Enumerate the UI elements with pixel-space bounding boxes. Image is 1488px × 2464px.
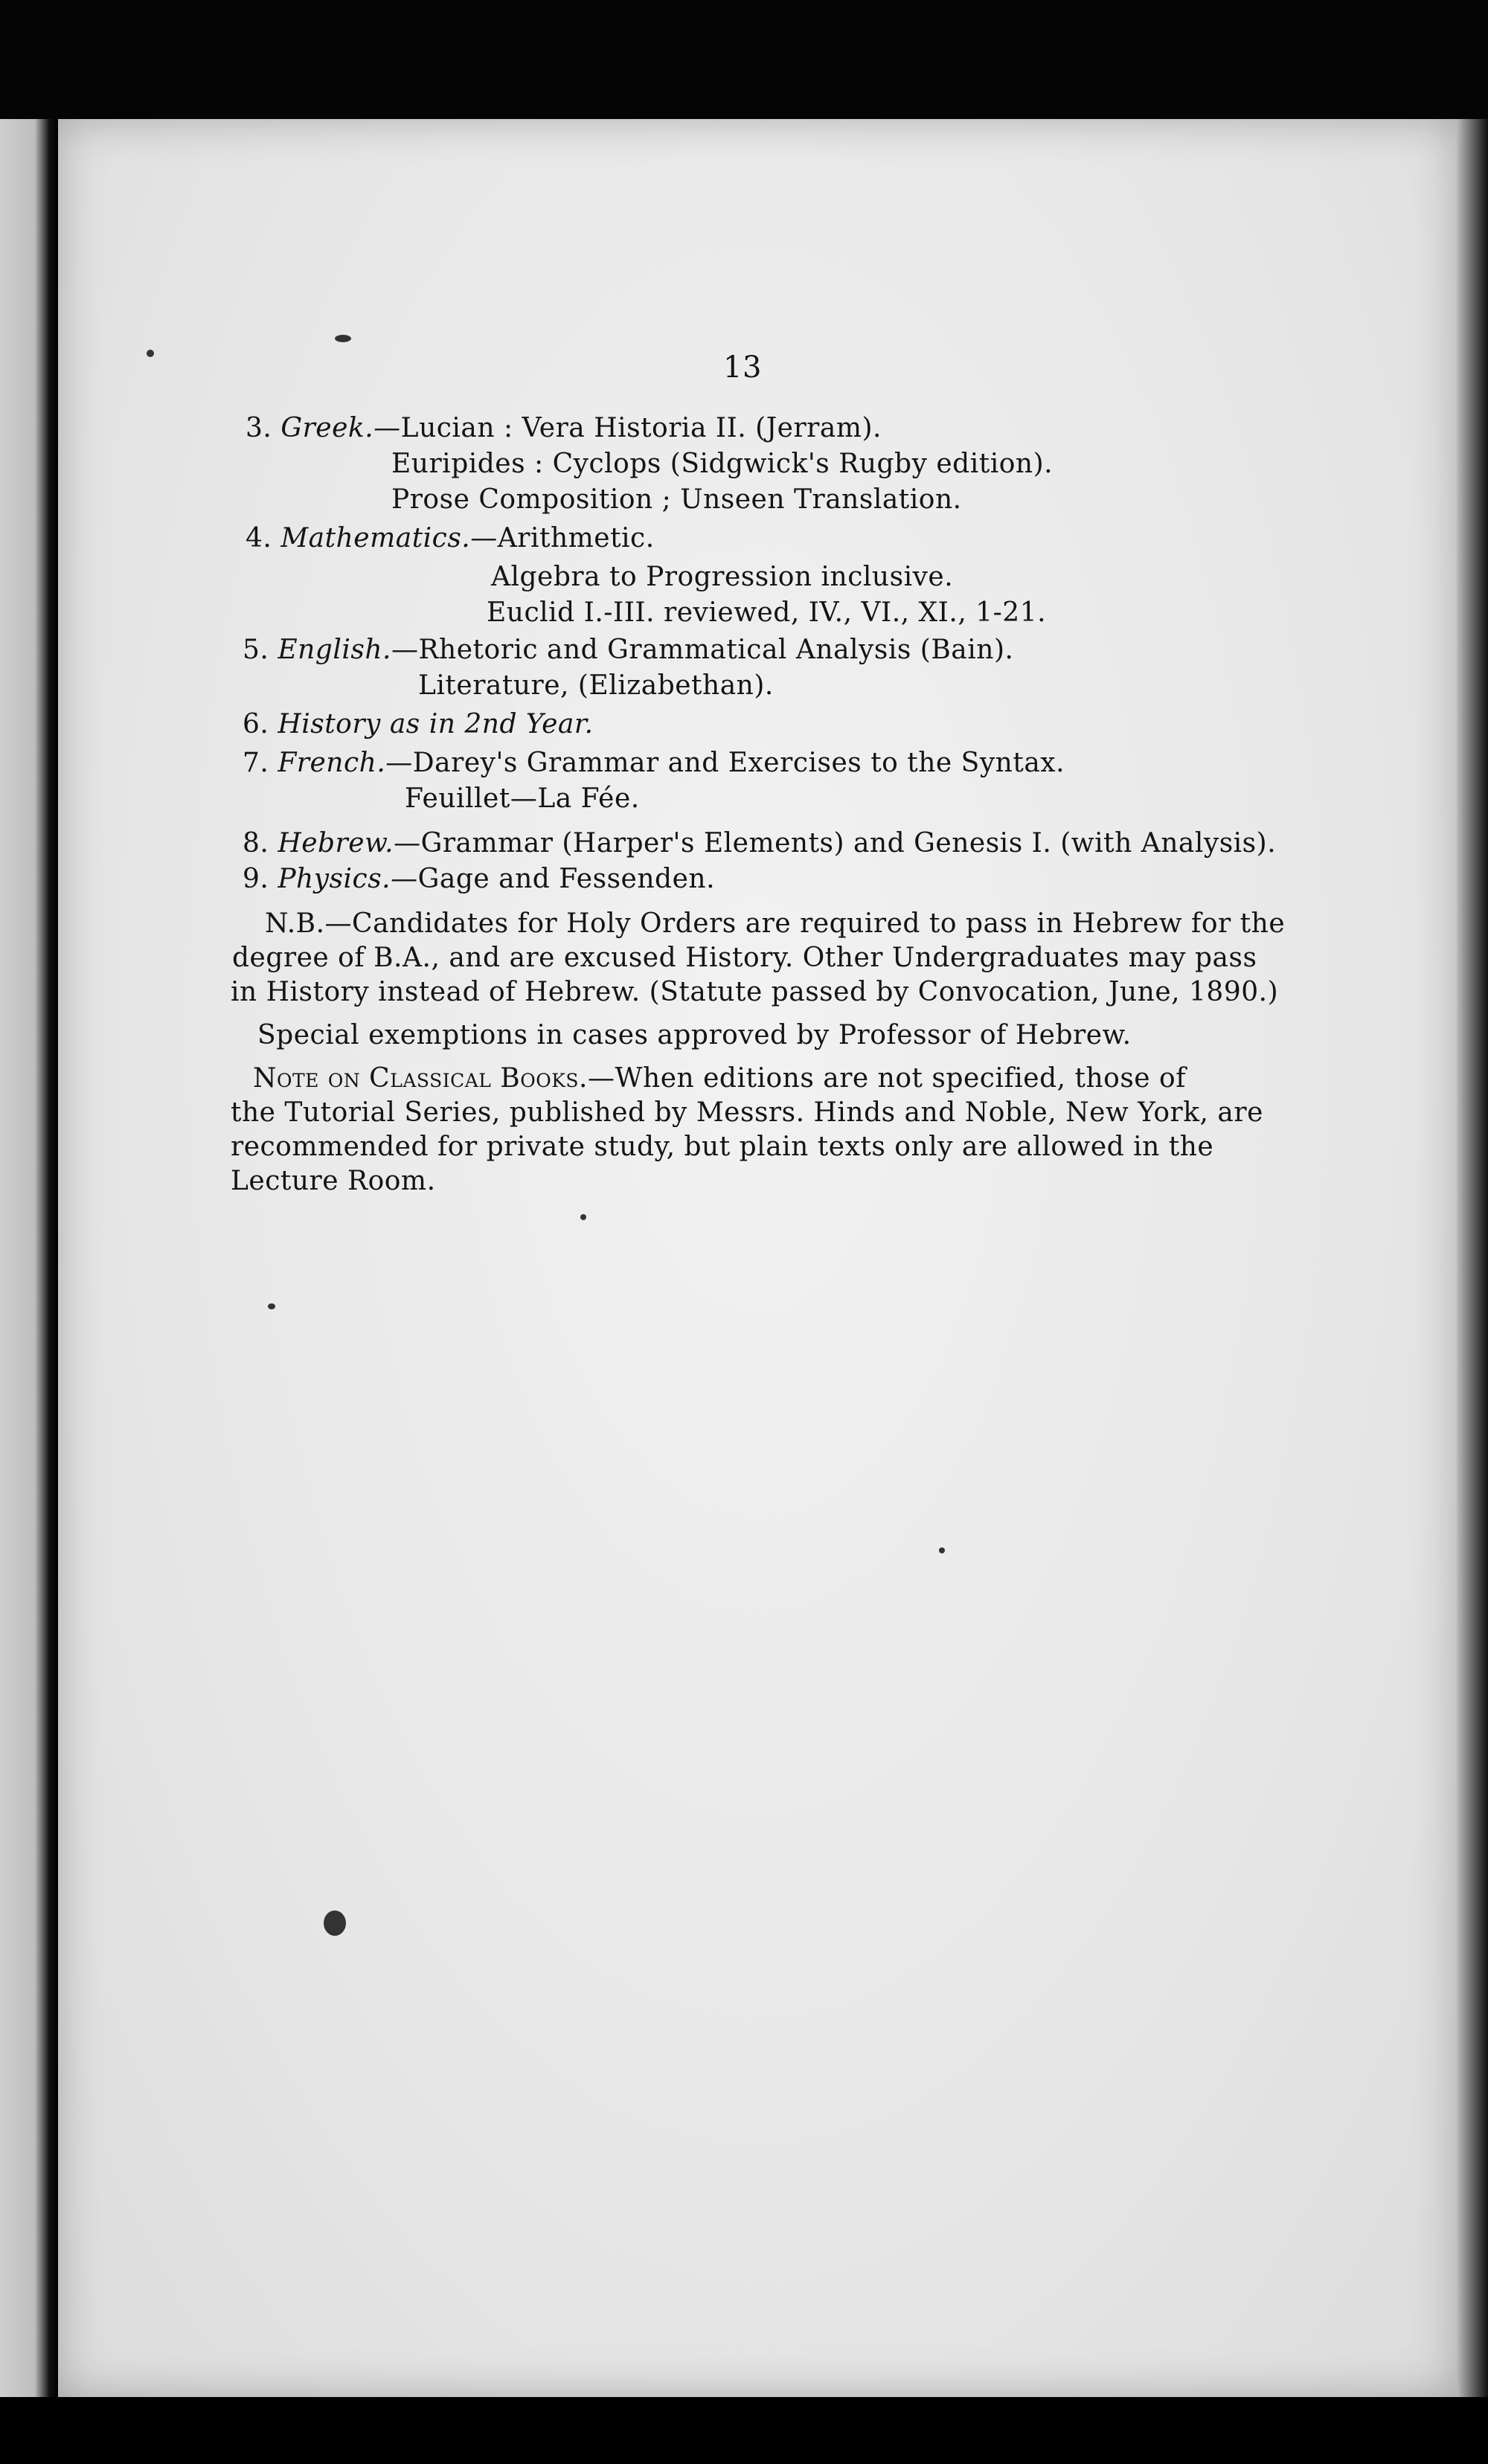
dust-speck — [939, 1547, 945, 1553]
dust-speck — [324, 1910, 346, 1936]
item-number: 6. — [243, 709, 269, 739]
note-heading: Note on Classical Books. — [253, 1063, 588, 1094]
note-line-1 — [253, 1062, 1186, 1095]
scan-left-border — [0, 119, 58, 2397]
dust-speck — [335, 335, 351, 342]
item-number: 3. — [246, 413, 272, 443]
item-hebrew — [243, 827, 1276, 860]
item-english — [243, 634, 1013, 667]
item-line: —Grammar (Harper's Elements) and Genesis I. (with Analysis). — [394, 828, 1277, 859]
item-subject: English. — [278, 635, 391, 665]
item-greek-line-3: Prose Composition ; Unseen Translation. — [391, 484, 962, 515]
dust-speck — [268, 1303, 275, 1309]
item-french-line-2: Feuillet—La Fée. — [405, 783, 640, 814]
nb-line-3: in History instead of Hebrew. (Statute passed by Convocation, June, 1890.) — [231, 977, 1279, 1007]
note-line-2: the Tutorial Series, published by Messrs. Hinds and Noble, New York, are — [231, 1097, 1263, 1128]
item-line: —Rhetoric and Grammatical Analysis (Bain). — [391, 635, 1014, 665]
note-text: —When editions are not specified, those of — [588, 1063, 1187, 1094]
item-french — [243, 747, 1065, 780]
item-number: 9. — [243, 864, 269, 894]
scan-top-border — [0, 0, 1488, 119]
item-mathematics-line-3: Euclid I.-III. reviewed, IV., VI., XI., 1-21. — [487, 597, 1047, 628]
item-line: —Lucian : Vera Historia II. (Jerram). — [373, 413, 882, 443]
item-line: —Arithmetic. — [470, 523, 655, 554]
item-physics — [243, 863, 715, 896]
dust-speck — [580, 1214, 586, 1220]
item-subject: Hebrew. — [278, 828, 394, 859]
special-exemptions: Special exemptions in cases approved by Professor of Hebrew. — [257, 1020, 1132, 1050]
item-number: 4. — [246, 523, 272, 554]
item-subject: Greek. — [280, 413, 374, 443]
item-greek — [246, 412, 882, 445]
item-history — [243, 708, 594, 741]
item-number: 7. — [243, 748, 269, 778]
note-line-3: recommended for private study, but plain texts only are allowed in the — [231, 1132, 1214, 1162]
item-subject: French. — [278, 748, 386, 778]
dust-speck — [147, 350, 154, 357]
item-english-line-2: Literature, (Elizabethan). — [418, 670, 774, 701]
item-subject: Mathematics. — [280, 523, 471, 554]
item-mathematics — [246, 522, 655, 555]
note-line-4: Lecture Room. — [231, 1166, 436, 1196]
item-mathematics-line-2: Algebra to Progression inclusive. — [491, 562, 954, 592]
item-number: 8. — [243, 828, 269, 859]
scan-right-border — [1457, 119, 1488, 2397]
item-subject: History as in 2nd Year. — [278, 709, 594, 739]
item-greek-line-2: Euripides : Cyclops (Sidgwick's Rugby edition). — [391, 449, 1054, 479]
item-subject: Physics. — [278, 864, 391, 894]
nb-line-2: degree of B.A., and are excused History. Other Undergraduates may pass — [232, 943, 1257, 973]
item-number: 5. — [243, 635, 269, 665]
item-line: —Darey's Grammar and Exercises to the Syntax. — [385, 748, 1065, 778]
item-line: —Gage and Fessenden. — [391, 864, 716, 894]
page-number: 13 — [723, 350, 762, 385]
nb-line-1: N.B.—Candidates for Holy Orders are required to pass in Hebrew for the — [265, 908, 1286, 939]
scan-bottom-border — [0, 2397, 1488, 2464]
